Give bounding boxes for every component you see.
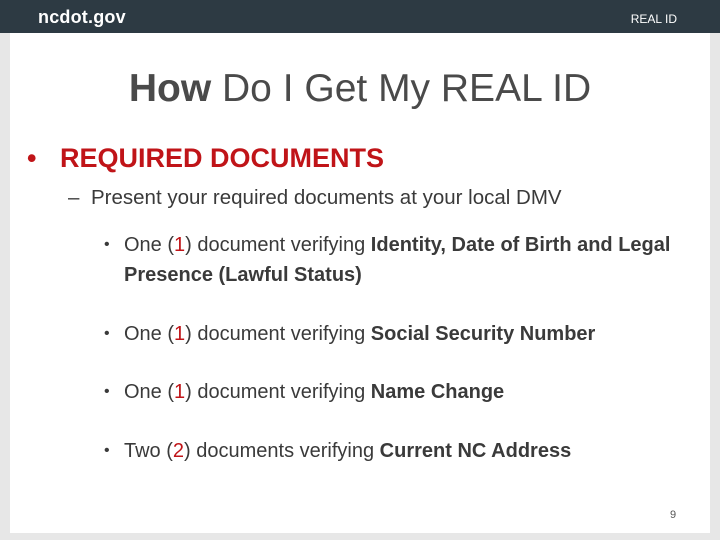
title-rest: Do I Get My REAL ID [211, 67, 592, 110]
list-item-ssn [104, 319, 704, 349]
item-pre: One ( [124, 381, 175, 403]
item-count: 1 [174, 234, 186, 256]
list-item-text [104, 436, 704, 466]
item-document-type: Current NC Address [379, 440, 572, 462]
page-number: 9 [670, 509, 677, 521]
list-item-text [104, 319, 704, 349]
item-document-type: Name Change [370, 381, 505, 403]
bullet-dot-icon: • [104, 325, 110, 342]
item-count: 1 [174, 323, 186, 345]
slide-title [0, 67, 720, 111]
list-item-text [104, 377, 704, 407]
bullet-dot-icon: • [104, 383, 110, 400]
section-label: REAL ID [630, 12, 677, 26]
required-documents-heading: REQUIRED DOCUMENTS [60, 143, 385, 173]
brand-logo-text: ncdot.gov [38, 7, 126, 27]
bullet-dot-icon: • [104, 442, 110, 459]
item-mid: ) documents verifying [184, 440, 380, 462]
title-strong-word: How [128, 67, 212, 110]
item-mid: ) document verifying [185, 381, 371, 403]
top-bar [0, 0, 720, 33]
bullet-dot-icon: • [104, 236, 110, 253]
list-item-text [104, 230, 704, 290]
item-mid: ) document verifying [185, 323, 371, 345]
item-mid: ) document verifying [185, 234, 371, 256]
item-pre: Two ( [124, 440, 173, 462]
bullet-icon: • [27, 143, 37, 173]
item-document-type: Social Security Number [370, 323, 596, 345]
item-count: 2 [172, 440, 185, 462]
list-item-address [104, 436, 704, 466]
list-item-identity [104, 230, 704, 290]
item-count: 1 [174, 381, 186, 403]
list-item-name-change [104, 377, 704, 407]
sub-point [68, 186, 562, 210]
item-document-type: Identity, Date of Birth and Legal Presence (Lawful Status) [124, 234, 671, 286]
sub-point-text: Present your required documents at your local DMV [91, 186, 562, 209]
slide [10, 33, 710, 533]
item-pre: One ( [124, 323, 175, 345]
heading-bullet-line [27, 143, 384, 174]
item-pre: One ( [124, 234, 175, 256]
dash-icon: – [68, 186, 80, 209]
